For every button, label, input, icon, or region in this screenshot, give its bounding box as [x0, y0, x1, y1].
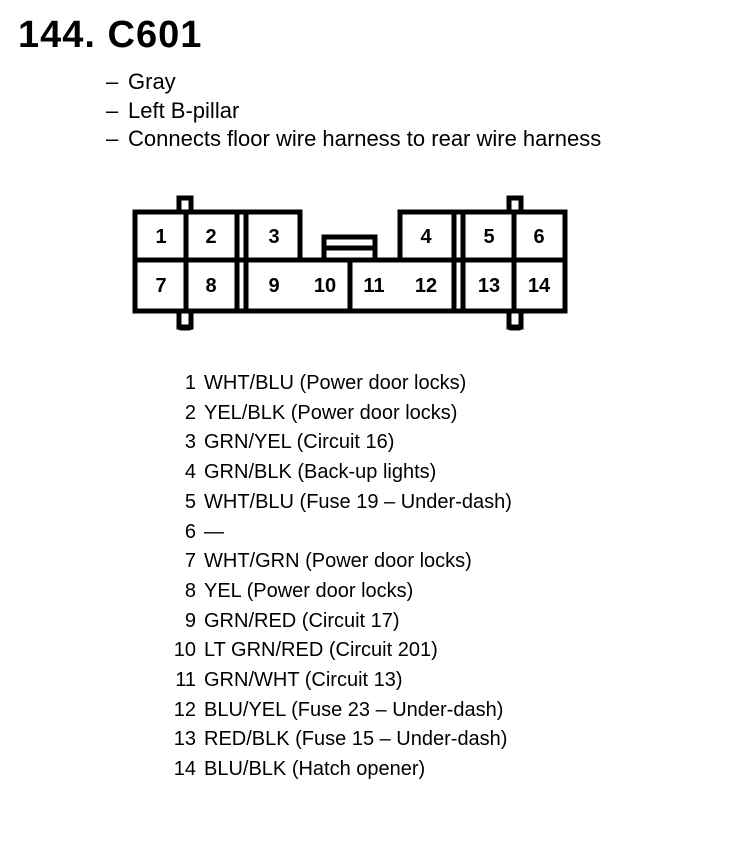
pin-description: RED/BLK (Fuse 15 – Under-dash) [204, 728, 508, 751]
pin-description: GRN/WHT (Circuit 13) [204, 669, 403, 692]
pin-row [160, 577, 512, 607]
cavity-label: 13 [477, 275, 501, 297]
pin-description: WHT/BLU (Power door locks) [204, 372, 467, 394]
pin-number: 14 [173, 758, 196, 781]
pin-description: WHT/BLU (Fuse 19 – Under-dash) [204, 490, 512, 513]
pin-description: BLU/YEL (Fuse 23 – Under-dash) [204, 698, 504, 721]
pin-list [160, 369, 512, 785]
cavity-label: 12 [414, 275, 438, 297]
cavity-label: 14 [527, 275, 551, 297]
pin-description: GRN/BLK (Back-up lights) [204, 461, 437, 484]
cavity-label: 1 [155, 226, 167, 248]
pin-number: 10 [173, 639, 196, 662]
description-connection: Connects floor wire harness to rear wire harness [128, 126, 602, 151]
pin-description: GRN/YEL (Circuit 16) [204, 431, 395, 454]
pin-row [160, 369, 512, 399]
description-location: Left B-pillar [128, 97, 240, 123]
pin-row [160, 755, 512, 785]
pin-description: LT GRN/RED (Circuit 201) [204, 639, 438, 662]
pin-row [160, 458, 512, 488]
description-dash: – [106, 69, 119, 94]
pin-number: 13 [173, 728, 196, 751]
cavity-label: 10 [313, 275, 337, 297]
pin-description: GRN/RED (Circuit 17) [204, 609, 400, 632]
pin-row [160, 607, 512, 637]
cavity-label: 7 [155, 275, 167, 297]
pin-row [160, 725, 512, 755]
right-tab-bottom [509, 311, 521, 327]
pin-number: 12 [173, 698, 196, 721]
description-dash: – [106, 126, 119, 151]
pin-number: 9 [184, 609, 196, 632]
pin-description: BLU/BLK (Hatch opener) [204, 758, 426, 781]
cavity-label: 6 [533, 226, 545, 248]
pin-number: 4 [184, 461, 196, 484]
pin-number: 1 [184, 372, 196, 394]
cavity-label: 2 [205, 226, 217, 248]
cavity-label: 8 [205, 275, 217, 297]
pin-number: 8 [184, 579, 196, 602]
pin-description: — [204, 520, 224, 543]
pin-description: YEL/BLK (Power door locks) [204, 401, 458, 424]
pin-row [160, 399, 512, 429]
left-tab-bottom [179, 311, 191, 327]
cavity-label: 3 [268, 226, 280, 248]
pin-number: 2 [184, 401, 196, 424]
page-title: 144. C601 [18, 14, 203, 56]
pin-row [160, 488, 512, 518]
pin-number: 6 [184, 520, 196, 543]
cavity-label: 11 [363, 275, 385, 297]
cavity-label: 5 [483, 226, 495, 248]
cavity-label: 9 [268, 275, 280, 297]
right-tab-top [509, 198, 521, 212]
pin-number: 7 [184, 550, 196, 573]
pin-number: 5 [184, 490, 196, 513]
cavity-label: 4 [420, 226, 432, 248]
pin-number: 3 [184, 431, 196, 454]
connector-diagram [0, 0, 736, 352]
pin-description: WHT/GRN (Power door locks) [204, 550, 472, 573]
left-tab-top [179, 198, 191, 212]
description-color: Gray [128, 69, 176, 94]
pin-row [160, 666, 512, 696]
description-dash: – [106, 97, 119, 123]
pin-row [160, 547, 512, 577]
pin-row [160, 428, 512, 458]
pin-row [160, 518, 512, 548]
pin-row [160, 636, 512, 666]
pin-number: 11 [175, 669, 196, 692]
pin-row [160, 696, 512, 726]
pin-description: YEL (Power door locks) [204, 579, 414, 602]
